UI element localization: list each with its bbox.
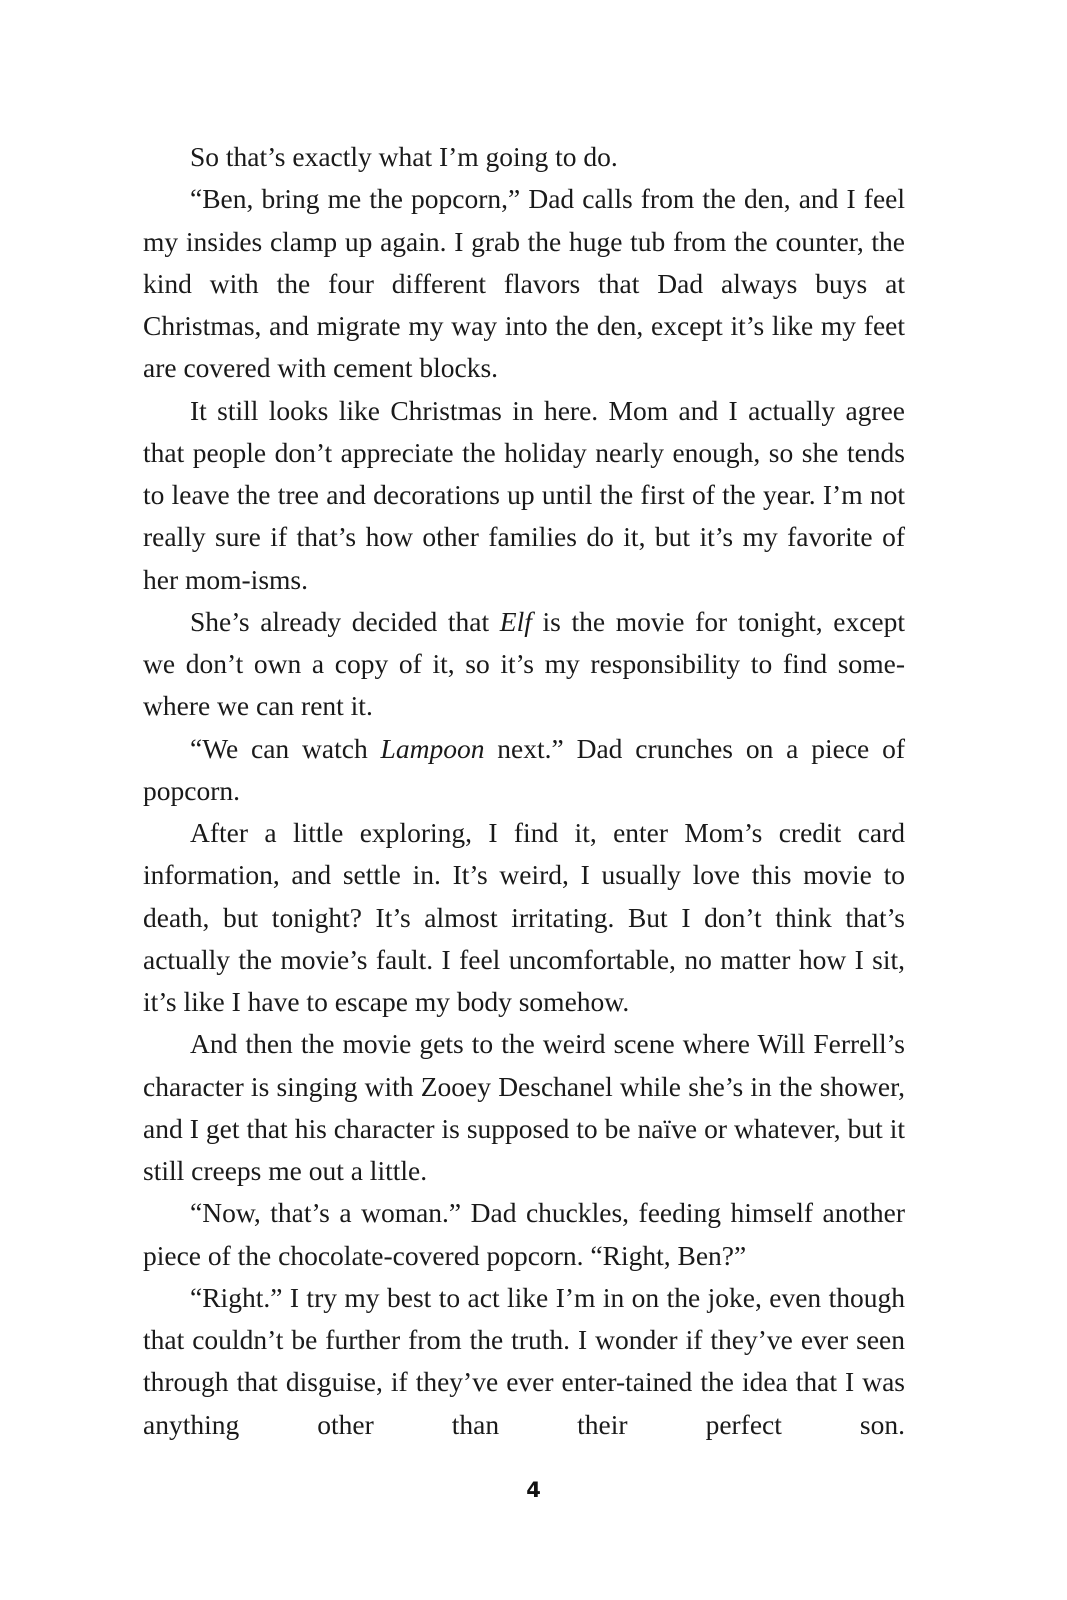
paragraph-text: It still looks like Christmas in here. Mom and I actually agree that people don’t appreciate the holiday nearly enough, so she tends to leave the tree and decorations up until the first of the year. I’m not really sure if that’s how other families do it, but it’s my favorite of her mom-isms. bbox=[143, 394, 905, 595]
movie-title-lampoon: Lampoon bbox=[380, 732, 485, 764]
paragraph-7 bbox=[143, 1023, 905, 1192]
paragraph-text: She’s already decided that bbox=[190, 605, 500, 637]
page-number: 4 bbox=[526, 1478, 541, 1502]
body-text bbox=[143, 136, 905, 1446]
paragraph-text: “Right.” I try my best to act like I’m in on the joke, even though that couldn’t be further from the truth. I wonder if they’ve ever seen through that disguise, if they’ve ever enter-tained the idea that I was anything other than their perfect son. bbox=[143, 1281, 905, 1440]
paragraph-4 bbox=[143, 601, 905, 728]
paragraph-text: So that’s exactly what I’m going to do. bbox=[190, 141, 618, 172]
paragraph-8 bbox=[143, 1192, 905, 1277]
paragraph-3 bbox=[143, 390, 905, 601]
paragraph-9 bbox=[143, 1277, 905, 1446]
paragraph-text: “We can watch bbox=[190, 732, 381, 764]
paragraph-text: “Ben, bring me the popcorn,” Dad calls from the den, and I feel my insides clamp up again. I grab the huge tub from the counter, the kind with the four different flavors that Dad always buys at Christmas, and migrate my way into the den, except it’s like my feet are covered with cement blocks. bbox=[143, 183, 905, 384]
paragraph-1 bbox=[143, 136, 905, 178]
paragraph-text: is the movie for tonight, except we don’t own a copy of it, so it’s my responsibility to find some-where we can rent it. bbox=[143, 605, 905, 722]
paragraph-text: After a little exploring, I find it, enter Mom’s credit card information, and settle in. It’s weird, I usually love this movie to death, but tonight? It’s almost irritating. But I don’t think that’s actually the movie’s fault. I feel uncomfortable, no matter how I sit, it’s like I have to escape my body somehow. bbox=[143, 817, 905, 1017]
paragraph-text: next.” Dad crunches on a piece of popcorn. bbox=[143, 732, 905, 806]
paragraph-5 bbox=[143, 728, 905, 813]
paragraph-text: And then the movie gets to the weird scene where Will Ferrell’s character is singing with Zooey Deschanel while she’s in the shower, and I get that his character is supposed to be naïve or whatever, but it still creeps me out a little. bbox=[143, 1028, 905, 1186]
paragraph-6 bbox=[143, 812, 905, 1023]
paragraph-2 bbox=[143, 178, 905, 389]
movie-title-elf: Elf bbox=[499, 605, 532, 637]
paragraph-text: “Now, that’s a woman.” Dad chuckles, feeding himself another piece of the chocolate-covered popcorn. “Right, Ben?” bbox=[143, 1197, 905, 1271]
